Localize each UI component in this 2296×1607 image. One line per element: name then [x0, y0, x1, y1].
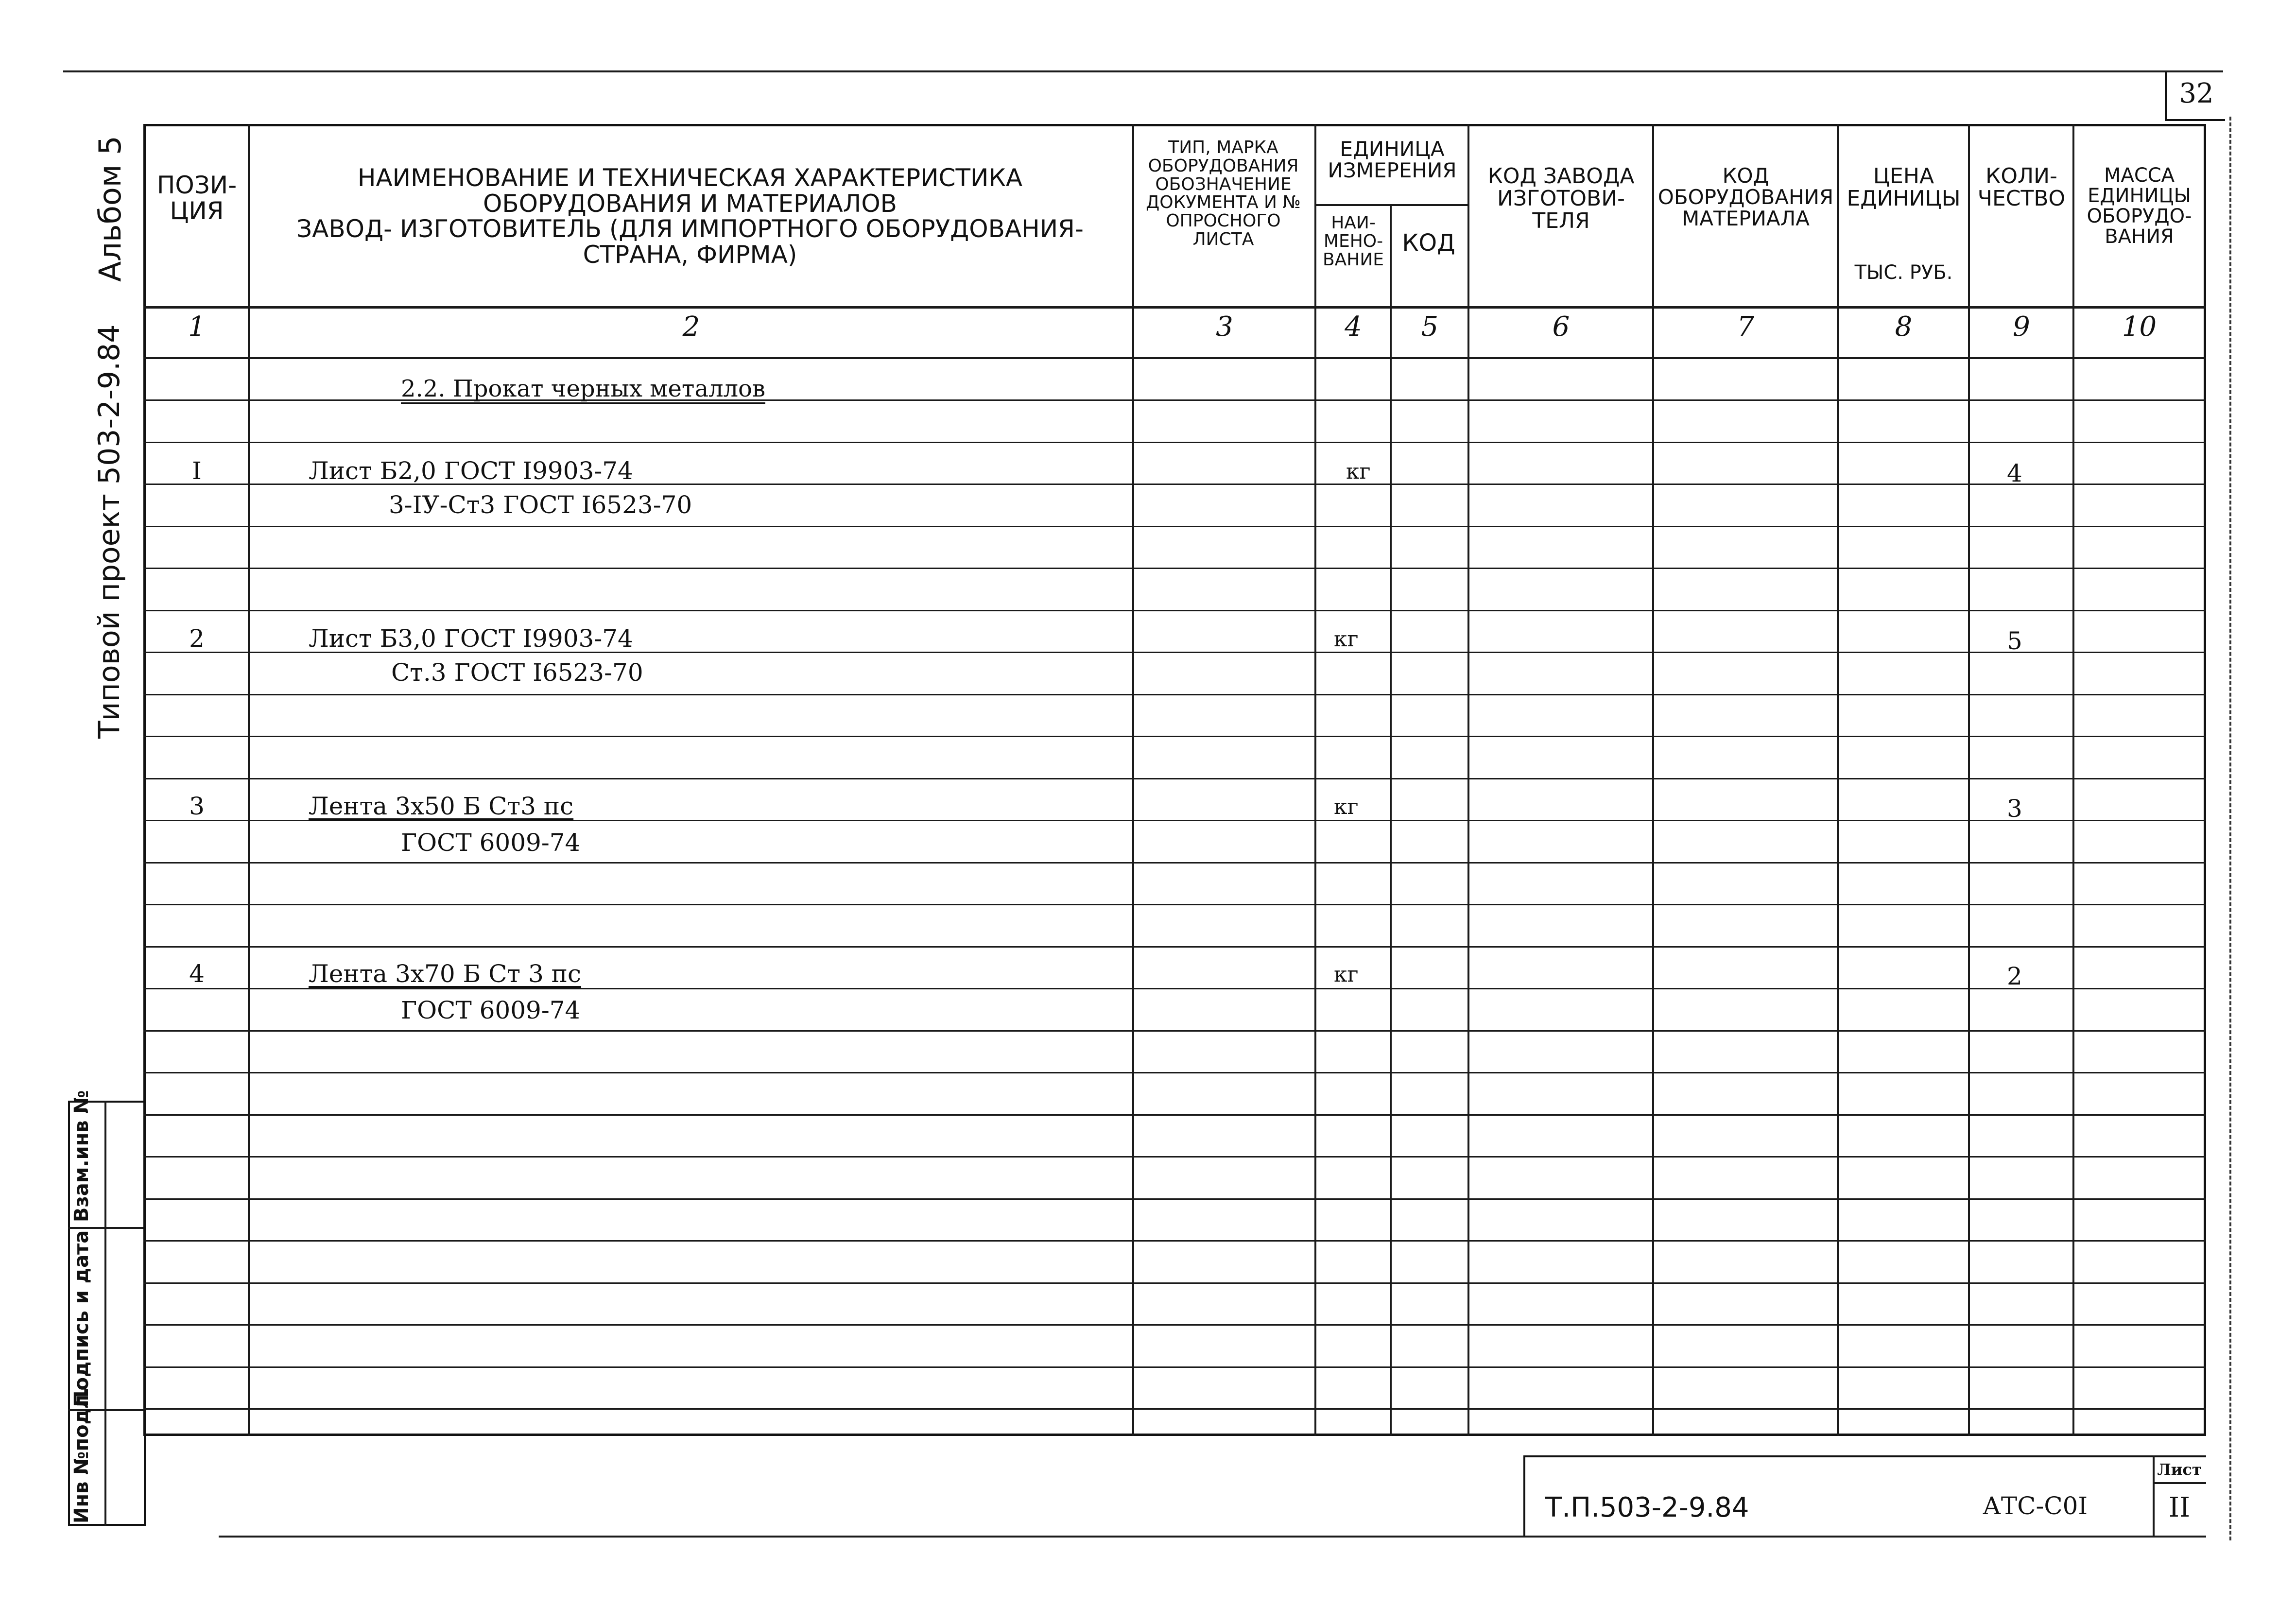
- item-2-line2: Ст.3 ГОСТ I6523-70: [391, 658, 643, 687]
- header-position: ПОЗИ- ЦИЯ: [156, 171, 237, 225]
- colnum-7: 7: [1737, 311, 1755, 343]
- drawing-code: АТС-С0I: [1983, 1492, 2088, 1520]
- stamp-inv-label: Инв №подл.: [70, 1387, 93, 1523]
- colnum-1: 1: [188, 311, 206, 343]
- bottom-rule: [219, 1536, 2206, 1538]
- stamp-sign-label: Подпись и дата: [70, 1230, 93, 1407]
- header-unit-name: НАИ- МЕНО- ВАНИЕ: [1322, 213, 1384, 270]
- title-block-sheet-divider: [2153, 1455, 2155, 1536]
- header-mass: МАССА ЕДИНИЦЫ ОБОРУДО- ВАНИЯ: [2087, 164, 2192, 248]
- item-3-unit: кг: [1334, 795, 1359, 819]
- row-line: [143, 442, 2206, 443]
- header-bottom-rule: [143, 306, 2206, 309]
- right-edge: [2229, 117, 2231, 1540]
- item-3-line1: Лента 3х50 Б Ст3 пс: [309, 792, 574, 820]
- item-4-line1: Лента 3х70 Б Ст 3 пс: [309, 960, 582, 988]
- item-3-line2: ГОСТ 6009-74: [401, 829, 581, 857]
- item-2-qty: 5: [2007, 627, 2022, 655]
- row-line: [143, 1156, 2206, 1158]
- colnum-10: 10: [2122, 311, 2157, 343]
- colnum-9: 9: [2013, 311, 2030, 343]
- item-4-pos: 4: [189, 960, 205, 988]
- col-line-2: [1132, 124, 1134, 1436]
- row-line: [143, 1030, 2206, 1032]
- title-block-sheet-rule: [2153, 1482, 2206, 1484]
- col-line-9: [2072, 124, 2074, 1436]
- row-line: [143, 694, 2206, 695]
- row-line: [143, 862, 2206, 864]
- doc-code: Т.П.503-2-9.84: [1545, 1492, 1749, 1523]
- header-unit-code: КОД: [1402, 229, 1455, 257]
- col-line-7: [1837, 124, 1839, 1436]
- item-1-line2: 3-IУ-Ст3 ГОСТ I6523-70: [389, 491, 692, 519]
- item-1-pos: I: [192, 457, 202, 485]
- header-quantity: КОЛИ- ЧЕСТВО: [1977, 164, 2066, 211]
- row-line: [143, 736, 2206, 737]
- item-4-unit: кг: [1334, 962, 1359, 987]
- item-2-unit: кг: [1334, 627, 1359, 652]
- colnum-6: 6: [1552, 311, 1570, 343]
- item-1-qty: 4: [2007, 459, 2022, 487]
- row-line: [143, 1324, 2206, 1326]
- item-1-line1: Лист Б2,0 ГОСТ I9903-74: [309, 457, 633, 485]
- item-4-qty: 2: [2007, 962, 2022, 990]
- header-unit: ЕДИНИЦА ИЗМЕРЕНИЯ: [1328, 137, 1457, 183]
- header-type: ТИП, МАРКА ОБОРУДОВАНИЯ ОБОЗНАЧЕНИЕ ДОКУМЕНТА И № ОПРОСНОГО ЛИСТА: [1146, 138, 1301, 249]
- row-line: [143, 778, 2206, 779]
- header-equipment-code: КОД ОБОРУДОВАНИЯ МАТЕРИАЛА: [1657, 164, 1834, 231]
- item-2-line1: Лист Б3,0 ГОСТ I9903-74: [309, 624, 633, 653]
- top-rule: [63, 70, 2223, 72]
- colnum-bottom-rule: [143, 357, 2206, 359]
- colnum-2: 2: [682, 311, 700, 343]
- row-line: [143, 1366, 2206, 1368]
- item-2-pos: 2: [189, 624, 205, 653]
- stamp-hline-1: [68, 1227, 146, 1229]
- unit-subheader-rule: [1314, 204, 1467, 206]
- item-4-line2: ГОСТ 6009-74: [401, 996, 581, 1024]
- row-line: [143, 568, 2206, 569]
- item-3-pos: 3: [189, 792, 205, 820]
- item-1-unit: кг: [1346, 459, 1371, 484]
- row-line: [143, 1282, 2206, 1284]
- sheet-number: II: [2168, 1492, 2191, 1523]
- row-line: [143, 1240, 2206, 1242]
- row-line: [143, 904, 2206, 905]
- row-line: [143, 988, 2206, 989]
- project-label: Типовой проект 503-2-9.84: [92, 324, 126, 739]
- header-name: НАИМЕНОВАНИЕ И ТЕХНИЧЕСКАЯ ХАРАКТЕРИСТИКА ОБОРУДОВАНИЯ И МАТЕРИАЛОВ ЗАВОД- ИЗГОТОВИТЕЛЬ (ДЛЯ ИМПОРТНОГО ОБОРУДОВАНИЯ- СТРАНА, ФИРМА): [296, 164, 1084, 269]
- album-label: Альбом 5: [92, 136, 128, 282]
- row-line: [143, 1072, 2206, 1073]
- col-line-3: [1314, 124, 1316, 1436]
- col-line-6: [1652, 124, 1654, 1436]
- header-factory-code: КОД ЗАВОДА ИЗГОТОВИ- ТЕЛЯ: [1487, 164, 1635, 234]
- colnum-8: 8: [1895, 311, 1913, 343]
- stamp-replace-label: Взам.инв №: [70, 1090, 93, 1222]
- row-line: [143, 526, 2206, 527]
- col-line-1: [248, 124, 250, 1436]
- row-line: [143, 1198, 2206, 1200]
- header-price-unit: ТЫС. РУБ.: [1854, 261, 1953, 284]
- sheet-label: Лист: [2157, 1460, 2202, 1479]
- row-line: [143, 610, 2206, 611]
- header-unit-price: ЦЕНА ЕДИНИЦЫ: [1847, 164, 1961, 211]
- row-line: [143, 1408, 2206, 1410]
- col-line-5: [1467, 124, 1469, 1436]
- row-line: [143, 1114, 2206, 1116]
- row-line: [143, 946, 2206, 948]
- page-number: 32: [2179, 78, 2214, 109]
- section-title: 2.2. Прокат черных металлов: [401, 375, 765, 404]
- colnum-3: 3: [1216, 311, 1233, 343]
- colnum-5: 5: [1421, 311, 1439, 343]
- item-3-qty: 3: [2007, 795, 2022, 823]
- stamp-divider: [104, 1101, 106, 1526]
- col-line-8: [1968, 124, 1970, 1436]
- colnum-4: 4: [1345, 311, 1362, 343]
